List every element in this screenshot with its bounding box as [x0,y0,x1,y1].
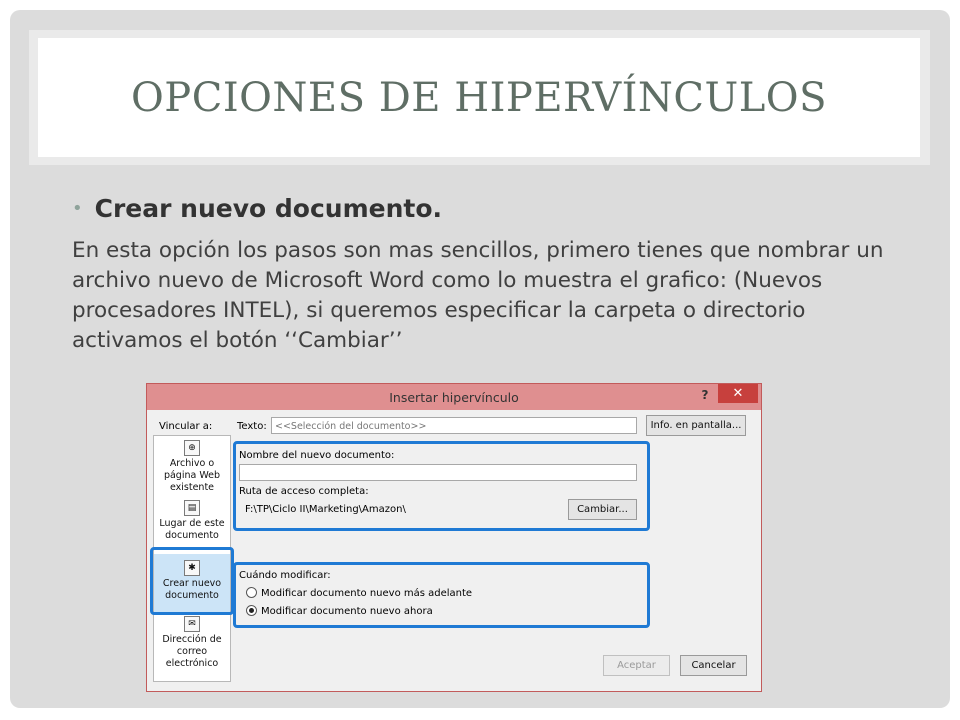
radio-edit-later-label: Modificar documento nuevo más adelante [261,588,473,599]
radio-edit-now-label: Modificar documento nuevo ahora [261,606,433,617]
insert-hyperlink-dialog [146,383,762,692]
cancel-button[interactable]: Cancelar [680,655,747,676]
help-button[interactable]: ? [701,388,709,402]
dialog-title: Insertar hipervínculo [389,390,519,405]
link-item-place-in-document[interactable] [154,500,230,546]
new-document-name-label: Nombre del nuevo documento: [239,450,395,461]
email-icon: ✉ [184,616,200,632]
text-label: Texto: [237,421,267,432]
text-display-input[interactable]: <<Selección del documento>> [271,417,637,434]
body-paragraph: En esta opción los pasos son mas sencillos, primero tienes que nombrar un archivo nuevo de Microsoft Word como lo muestra el grafico: (Nuevos procesadores INTEL), si queremos especificar la carpeta o directorio activamos el botón ‘‘Cambiar’’ [72,238,884,353]
highlight-create-new-document-item [150,547,234,615]
new-document-icon: ✱ [184,560,200,576]
ok-button[interactable]: Aceptar [603,655,670,676]
link-item-existing-file[interactable] [154,440,230,496]
link-item-label: Crear nuevo documento [162,578,222,601]
link-item-label: Dirección de correo electrónico [162,634,222,669]
link-item-email-address[interactable] [154,616,230,676]
bullet-heading [72,194,442,223]
highlight-new-document-section [233,441,650,531]
slide-title: OPCIONES DE HIPERVÍNCULOS [131,74,827,121]
highlight-when-to-edit-section [233,562,650,628]
full-path-label: Ruta de acceso completa: [239,486,369,497]
full-path-value: F:\TP\Ciclo II\Marketing\Amazon\ [245,504,406,515]
close-button[interactable]: ✕ [718,384,758,403]
title-box [38,38,920,157]
link-item-label: Lugar de este documento [159,518,225,541]
bullet-dot: • [72,198,83,219]
change-button[interactable]: Cambiar... [568,499,637,520]
link-to-label: Vincular a: [159,421,213,432]
bullet-heading-text: Crear nuevo documento. [94,194,443,223]
bookmark-icon: ▤ [184,500,200,516]
link-item-label: Archivo o página Web existente [163,458,221,493]
when-to-edit-label: Cuándo modificar: [239,570,331,581]
screentip-button[interactable]: Info. en pantalla... [646,415,746,436]
web-page-icon: ⊕ [184,440,200,456]
dialog-titlebar [147,384,761,410]
